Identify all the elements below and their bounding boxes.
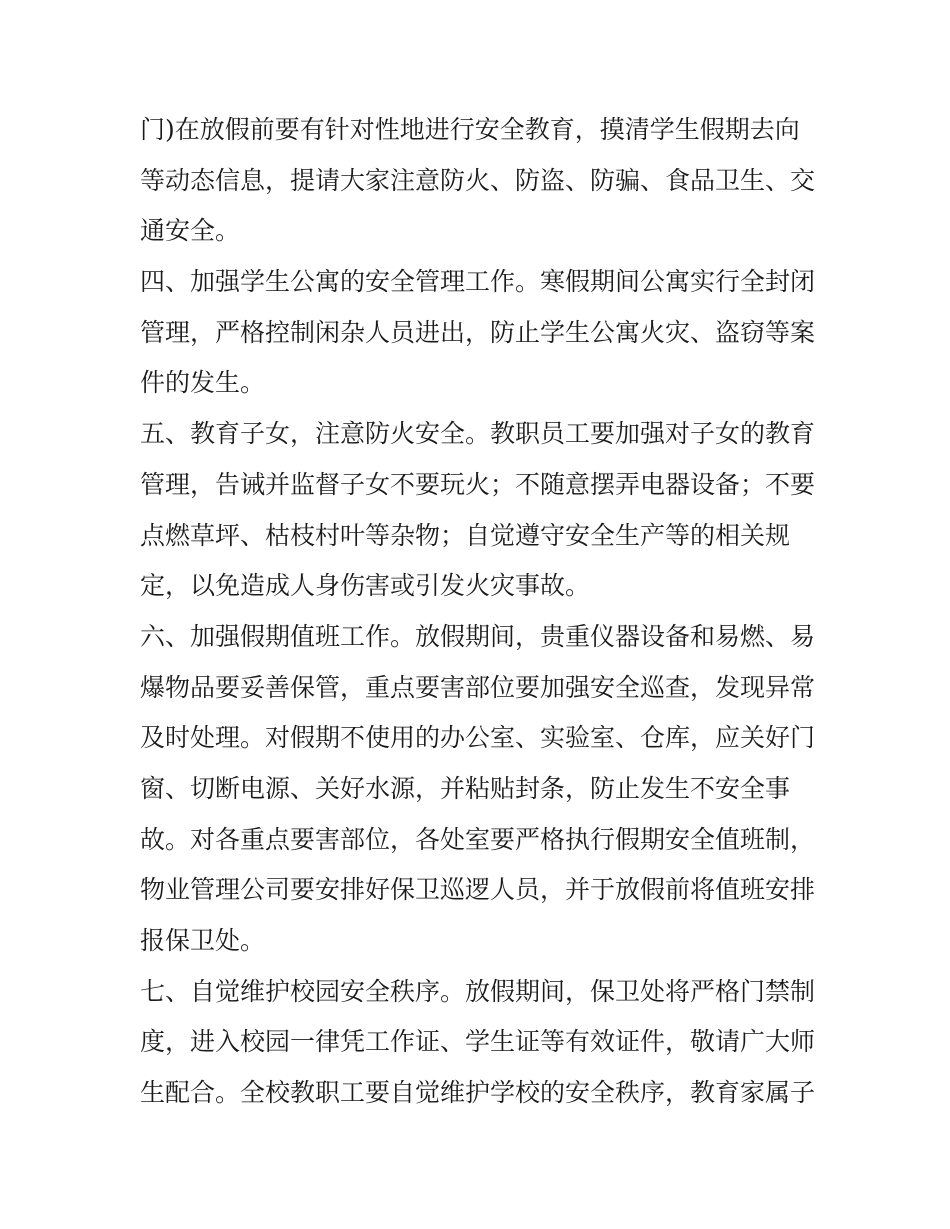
section-4-heading-line: 四、加强学生公寓的安全管理工作。寒假期间公寓实行全封闭	[140, 267, 816, 297]
text-line: 窗、切断电源、关好水源，并粘贴封条，防止发生不安全事	[140, 773, 791, 803]
text-line: 度，进入校园一律凭工作证、学生证等有效证件，敬请广大师	[140, 1027, 816, 1057]
text-line: 定，以免造成人身伤害或引发火灾事故。	[140, 571, 591, 601]
text-line: 管理，告诫并监督子女不要玩火；不随意摆弄电器设备；不要	[140, 469, 816, 499]
text-line: 通安全。	[140, 216, 241, 246]
text-line: 及时处理。对假期不使用的办公室、实验室、仓库，应关好门	[140, 723, 816, 753]
text-line: 报保卫处。	[140, 926, 266, 955]
text-line: 件的发生。	[140, 368, 266, 398]
text-line: 生配合。全校教职工要自觉维护学校的安全秩序，教育家属子	[140, 1078, 816, 1108]
document-body	[140, 105, 840, 1119]
section-5-heading-line: 五、教育子女，注意防火安全。教职员工要加强对子女的教育	[140, 419, 816, 449]
section-6-heading-line: 六、加强假期值班工作。放假期间，贵重仪器设备和易燃、易	[140, 621, 816, 651]
section-7-heading-line: 七、自觉维护校园安全秩序。放假期间，保卫处将严格门禁制	[140, 976, 816, 1006]
text-line: 爆物品要妥善保管，重点要害部位要加强安全巡查，发现异常	[140, 672, 816, 702]
text-line: 点燃草坪、枯枝村叶等杂物；自觉遵守安全生产等的相关规	[140, 520, 791, 550]
text-line: 等动态信息，提请大家注意防火、防盗、防骗、食品卫生、交	[140, 165, 816, 195]
text-line: 物业管理公司要安排好保卫巡逻人员，并于放假前将值班安排	[140, 875, 816, 905]
text-line: 管理，严格控制闲杂人员进出，防止学生公寓火灾、盗窃等案	[140, 317, 816, 347]
text-line: 故。对各重点要害部位，各处室要严格执行假期安全值班制，	[140, 824, 816, 854]
text-line: 门)在放假前要有针对性地进行安全教育，摸清学生假期去向	[140, 115, 800, 144]
